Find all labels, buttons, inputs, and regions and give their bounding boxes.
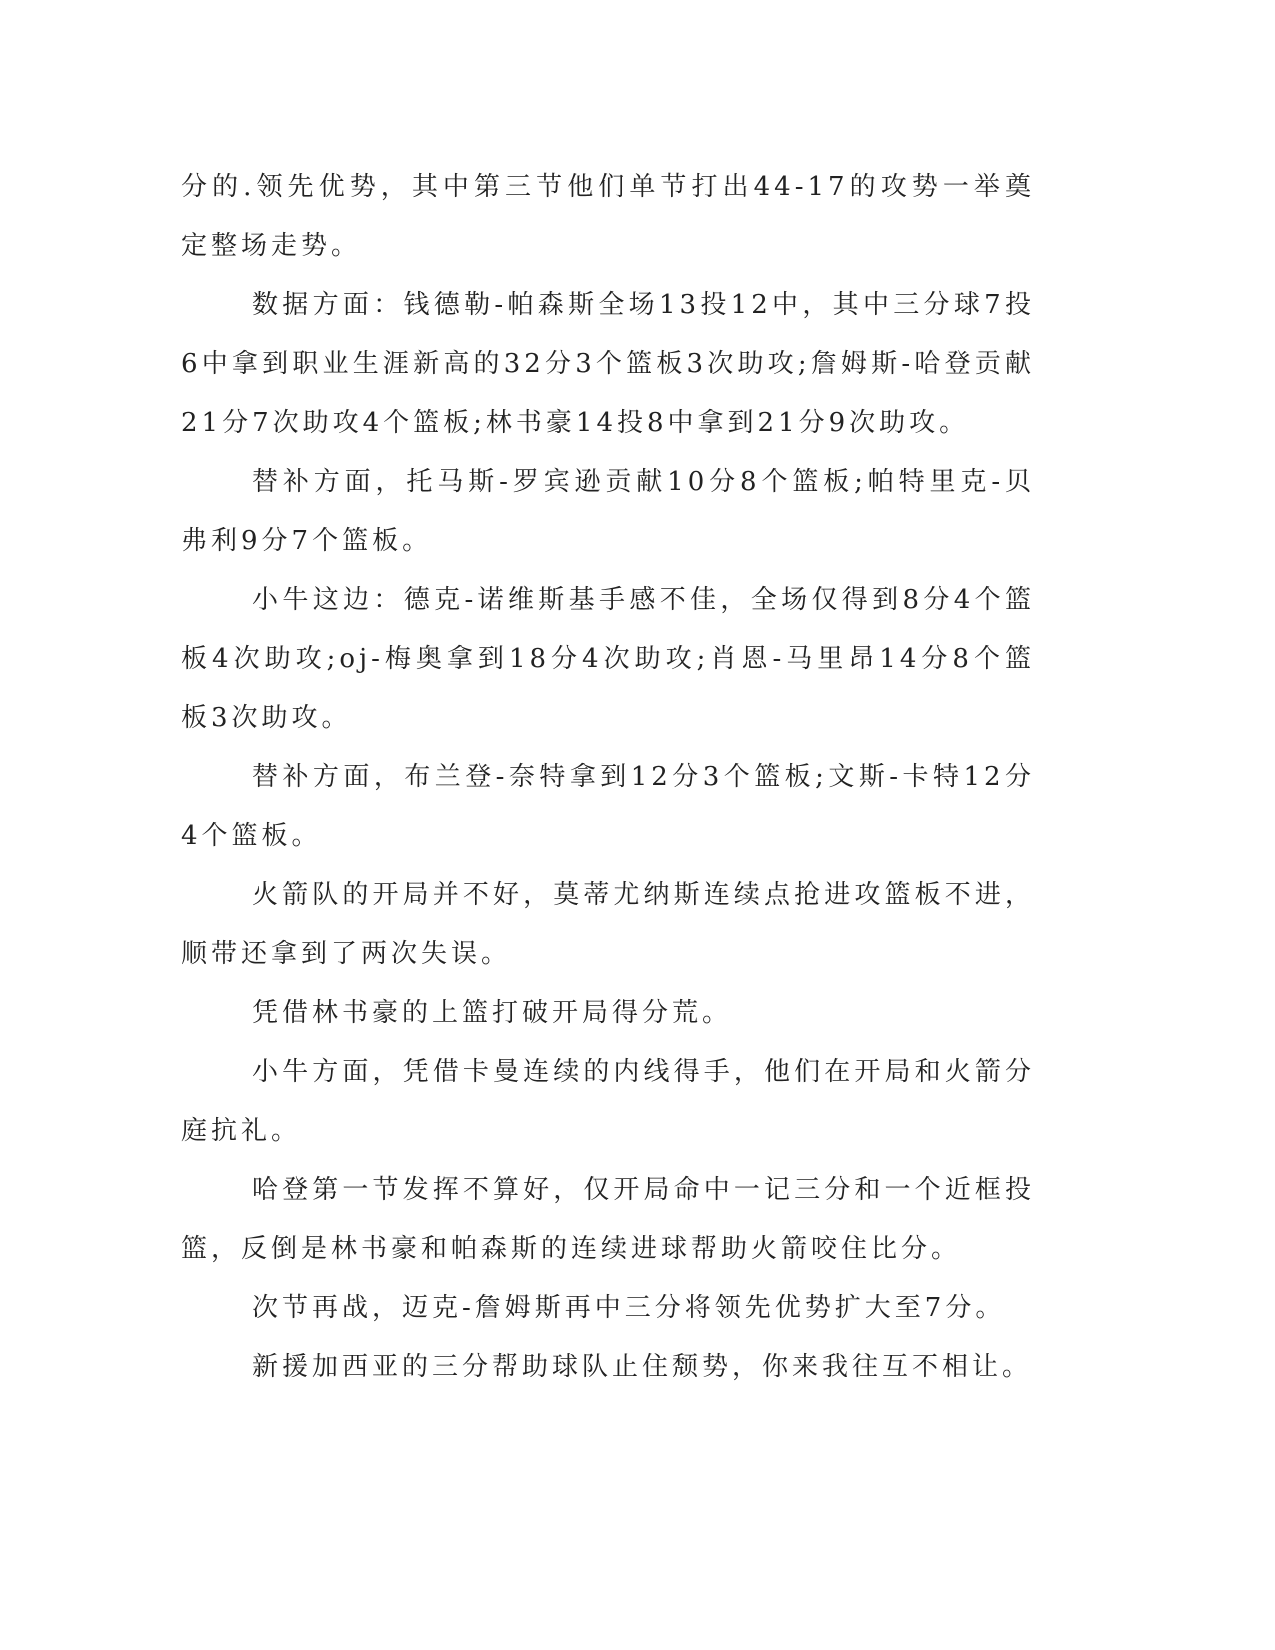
paragraph: 火箭队的开局并不好，莫蒂尤纳斯连续点抢进攻篮板不进，顺带还拿到了两次失误。 xyxy=(181,880,1035,969)
paragraph: 凭借林书豪的上篮打破开局得分荒。 xyxy=(252,998,733,1028)
paragraph: 替补方面，布兰登-奈特拿到12分3个篮板;文斯-卡特12分4个篮板。 xyxy=(181,762,1035,851)
paragraph: 哈登第一节发挥不算好，仅开局命中一记三分和一个近框投篮，反倒是林书豪和帕森斯的连续进球帮助火箭咬住比分。 xyxy=(181,1175,1035,1264)
paragraph: 替补方面，托马斯-罗宾逊贡献10分8个篮板;帕特里克-贝弗利9分7个篮板。 xyxy=(181,467,1035,556)
paragraph: 新援加西亚的三分帮助球队止住颓势，你来我往互不相让。 xyxy=(252,1352,1033,1382)
paragraph: 数据方面：钱德勒-帕森斯全场13投12中，其中三分球7投6中拿到职业生涯新高的32分3个篮板3次助攻;詹姆斯-哈登贡献21分7次助攻4个篮板;林书豪14投8中拿到21分9次助攻。 xyxy=(181,290,1035,438)
paragraph: 小牛这边：德克-诺维斯基手感不佳，全场仅得到8分4个篮板4次助攻;oj-梅奥拿到18分4次助攻;肖恩-马里昂14分8个篮板3次助攻。 xyxy=(181,585,1035,733)
article-body xyxy=(181,158,1035,1397)
paragraph: 次节再战，迈克-詹姆斯再中三分将领先优势扩大至7分。 xyxy=(252,1293,1006,1323)
paragraph: 小牛方面，凭借卡曼连续的内线得手，他们在开局和火箭分庭抗礼。 xyxy=(181,1057,1035,1146)
paragraph: 分的.领先优势，其中第三节他们单节打出44-17的攻势一举奠定整场走势。 xyxy=(181,172,1035,261)
